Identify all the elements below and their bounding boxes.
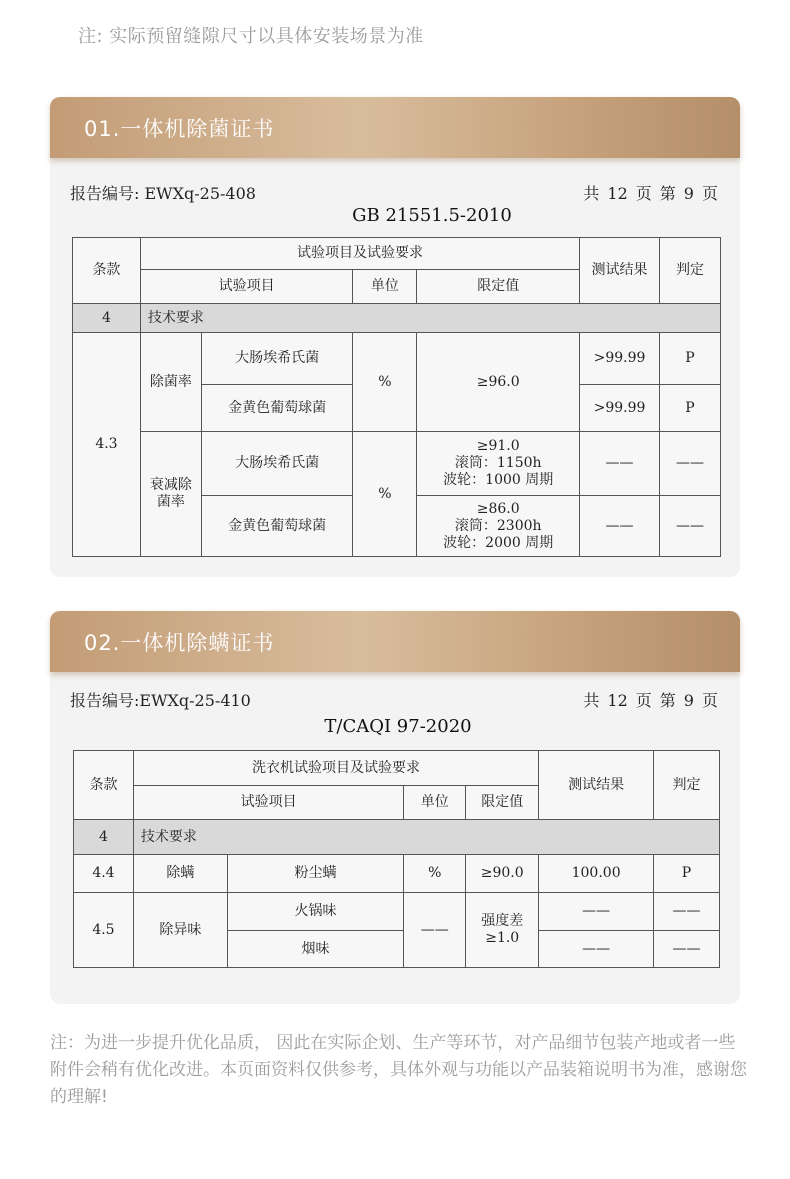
- section-label: 技术要求: [133, 820, 719, 855]
- test-results-table: [72, 237, 721, 557]
- page-info: 共 12 页 第 9 页: [583, 691, 718, 710]
- limit-cell: ≥90.0: [466, 855, 539, 893]
- installation-note: 注: 实际预留缝隙尺寸以具体安装场景为准: [78, 26, 424, 47]
- header-unit: 单位: [404, 786, 466, 820]
- page-info: 共 12 页 第 9 页: [583, 184, 718, 203]
- header-group: 试验项目及试验要求: [140, 238, 579, 270]
- result-cell: >99.99: [580, 385, 660, 432]
- section-label: 技术要求: [140, 304, 720, 333]
- clause-4-3: 4.3: [73, 333, 141, 557]
- header-result: 测试结果: [539, 751, 654, 820]
- certificate-title: 01.一体机除菌证书: [84, 116, 275, 141]
- unit-cell: %: [353, 432, 417, 557]
- report-number: 报告编号:EWXq-25-410: [70, 691, 251, 710]
- test-item: 粉尘螨: [227, 855, 404, 893]
- verdict-cell: ——: [660, 432, 721, 496]
- test-item: 金黄色葡萄球菌: [201, 496, 353, 557]
- header-limit: 限定值: [466, 786, 539, 820]
- limit-cell: ≥96.0: [417, 333, 580, 432]
- header-item: 试验项目: [133, 786, 403, 820]
- result-cell: ——: [580, 432, 660, 496]
- limit-cell: ≥91.0 滚筒：1150h 波轮：1000 周期: [417, 432, 580, 496]
- header-result: 测试结果: [580, 238, 660, 304]
- certificate-header: [50, 611, 740, 672]
- clause-4-4: 4.4: [74, 855, 134, 893]
- report-number: 报告编号: EWXq-25-408: [70, 184, 256, 203]
- group-name: 除菌率: [140, 333, 201, 432]
- verdict-cell: P: [660, 385, 721, 432]
- sterilization-certificate-card: [50, 97, 740, 577]
- unit-cell: %: [404, 855, 466, 893]
- limit-cell: 强度差 ≥1.0: [466, 893, 539, 968]
- section-clause: 4: [74, 820, 134, 855]
- result-cell: >99.99: [580, 333, 660, 385]
- limit-cell: ≥86.0 滚筒：2300h 波轮：2000 周期: [417, 496, 580, 557]
- certificate-title: 02.一体机除螨证书: [84, 630, 275, 655]
- unit-cell: %: [353, 333, 417, 432]
- header-unit: 单位: [353, 270, 417, 304]
- header-group: 洗衣机试验项目及试验要求: [133, 751, 538, 786]
- standard-number: T/CAQI 97-2020: [324, 716, 472, 737]
- report-line: [70, 688, 722, 711]
- result-cell: ——: [580, 496, 660, 557]
- mite-removal-certificate-card: [50, 611, 740, 1004]
- test-item: 大肠埃希氏菌: [201, 432, 353, 496]
- group-name: 除异味: [133, 893, 227, 968]
- header-limit: 限定值: [417, 270, 580, 304]
- result-cell: ——: [539, 893, 654, 931]
- certificate-header: [50, 97, 740, 158]
- verdict-cell: ——: [654, 893, 720, 931]
- standard-number: GB 21551.5-2010: [352, 205, 512, 226]
- report-line: [70, 181, 722, 204]
- test-results-table: [73, 750, 720, 968]
- verdict-cell: P: [660, 333, 721, 385]
- test-item: 金黄色葡萄球菌: [201, 385, 353, 432]
- disclaimer-note: 注：为进一步提升优化品质， 因此在实际企划、生产等环节，对产品细节包装产地或者一些附件会稍有优化改进。本页面资料仅供参考，具体外观与功能以产品装箱说明书为准，感谢您的理解!: [50, 1033, 747, 1107]
- clause-4-5: 4.5: [74, 893, 134, 968]
- header-verdict: 判定: [654, 751, 720, 820]
- group-name: 除螨: [133, 855, 227, 893]
- verdict-cell: ——: [660, 496, 721, 557]
- header-clause: 条款: [74, 751, 134, 820]
- verdict-cell: P: [654, 855, 720, 893]
- test-item: 大肠埃希氏菌: [201, 333, 353, 385]
- unit-cell: ——: [404, 893, 466, 968]
- test-item: 火锅味: [227, 893, 404, 931]
- header-item: 试验项目: [140, 270, 353, 304]
- section-clause: 4: [73, 304, 141, 333]
- header-clause: 条款: [73, 238, 141, 304]
- verdict-cell: ——: [654, 931, 720, 968]
- result-cell: ——: [539, 931, 654, 968]
- group-name: 衰减除菌率: [140, 432, 201, 557]
- test-item: 烟味: [227, 931, 404, 968]
- header-verdict: 判定: [660, 238, 721, 304]
- result-cell: 100.00: [539, 855, 654, 893]
